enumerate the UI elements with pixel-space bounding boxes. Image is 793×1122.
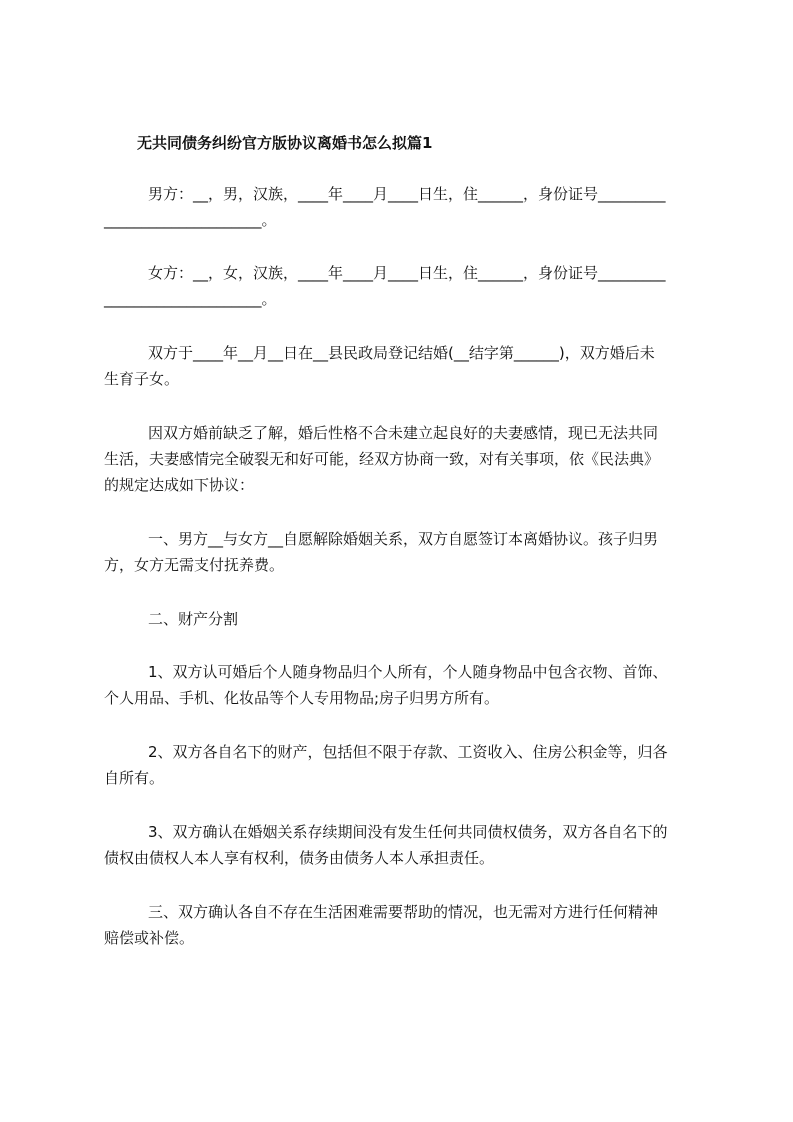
paragraph-line: 一、男方__与女方__自愿解除婚姻关系，双方自愿签订本离婚协议。孩子归男 <box>148 530 659 548</box>
paragraph-marriage-registration <box>104 340 704 392</box>
paragraph-line: 个人用品、手机、化妆品等个人专用物品;房子归男方所有。 <box>104 689 500 707</box>
paragraph-line: 双方于____年__月__日在__县民政局登记结婚(__结字第______)，双方婚后未 <box>148 344 655 362</box>
paragraph-line: 男方：__，男，汉族，____年____月____日生，住______，身份证号_________ <box>148 185 666 203</box>
paragraph-line: _____________________。 <box>104 290 277 308</box>
paragraph-line: 方，女方无需支付抚养费。 <box>104 556 285 574</box>
paragraph-line: 2、双方各自名下的财产，包括但不限于存款、工资收入、住房公积金等，归各 <box>148 743 668 761</box>
paragraph-line: 生活，夫妻感情完全破裂无和好可能，经双方协商一致，对有关事项，依《民法典》 <box>104 450 660 468</box>
paragraph-line: 因双方婚前缺乏了解，婚后性格不合未建立起良好的夫妻感情，现已无法共同 <box>148 424 659 442</box>
paragraph-line: 赔偿或补偿。 <box>104 929 195 947</box>
paragraph-clause-3 <box>104 899 704 951</box>
paragraph-reason <box>104 420 704 498</box>
paragraph-line: 自所有。 <box>104 769 165 787</box>
paragraph-line: 1、双方认可婚后个人随身物品归个人所有，个人随身物品中包含衣物、首饰、 <box>148 663 668 681</box>
paragraph-line: 债权由债权人本人享有权利，债务由债务人本人承担责任。 <box>104 849 495 867</box>
paragraph-clause-2-1 <box>104 659 704 711</box>
paragraph-line: 3、双方确认在婚姻关系存续期间没有发生任何共同债权债务，双方各自名下的 <box>148 823 668 841</box>
paragraph-clause-1 <box>104 526 704 578</box>
document-title: 无共同债务纠纷官方版协议离婚书怎么拟篇1 <box>137 134 433 152</box>
paragraph-line: 二、财产分割 <box>148 610 239 628</box>
paragraph-line: 女方：__，女，汉族，____年____月____日生，住______，身份证号_________ <box>148 264 666 282</box>
paragraph-clause-2-2 <box>104 739 704 791</box>
paragraph-clause-2-3 <box>104 819 704 871</box>
paragraph-clause-2-heading <box>104 606 704 632</box>
paragraph-line: 三、双方确认各自不存在生活困难需要帮助的情况，也无需对方进行任何精神 <box>148 903 659 921</box>
paragraph-line: 的规定达成如下协议： <box>104 476 255 494</box>
paragraph-line: 生育子女。 <box>104 370 180 388</box>
paragraph-line: _____________________。 <box>104 211 277 229</box>
paragraph-male-party <box>104 181 704 233</box>
paragraph-female-party <box>104 260 704 312</box>
